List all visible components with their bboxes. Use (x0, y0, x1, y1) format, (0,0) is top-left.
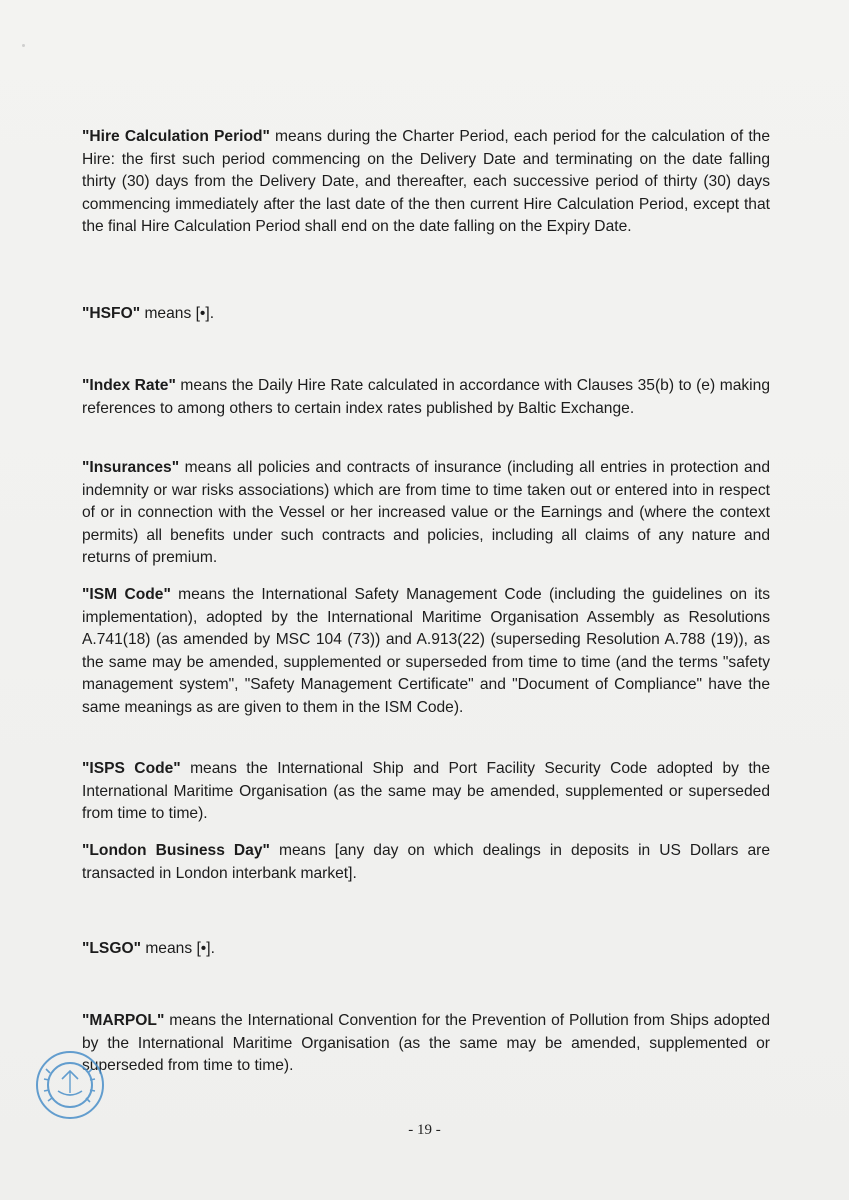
definition-text: means [any day on which dealings in deposits in US Dollars are transacted in London interbank market]. (82, 842, 771, 882)
definition-hire-calculation-period (82, 126, 770, 239)
definition-text: means the International Convention for the Prevention of Pollution from Ships adopted by the International Maritime Organisation (as the same may be amended, supplemented or superseded from time to time). (82, 1012, 770, 1075)
definition-lsgo (82, 938, 770, 961)
definition-term: "LSGO" (82, 940, 141, 957)
definition-insurances (82, 457, 770, 570)
definition-text: means the Daily Hire Rate calculated in accordance with Clauses 35(b) to (e) making references to among others to certain index rates published by Baltic Exchange. (82, 377, 770, 417)
definition-text: means [•]. (140, 305, 215, 322)
definition-term: "Index Rate" (82, 377, 176, 394)
page-number: - 19 - (408, 1122, 441, 1138)
definition-text: means during the Charter Period, each period for the calculation of the Hire: the first such period commencing on the Delivery Date and terminating on the date falling thirty (30) days from the Delivery Date, and thereafter, each successive period of thirty (30) days commencing immediately after the last date of the then current Hire Calculation Period, except that the final Hire Calculation Period shall end on the date falling on the Expiry Date. (82, 128, 771, 236)
definition-term: "Insurances" (82, 459, 180, 476)
definition-text: means all policies and contracts of insurance (including all entries in protection and indemnity or war risks associations) which are from time to time taken out or entered into in respect of or in connection with the Vessel or her increased value or the Earnings and (where the context permits) all benefits under such contracts and policies, including all claims of any nature and returns of premium. (82, 459, 770, 567)
definition-index-rate (82, 375, 770, 420)
definition-text: means [•]. (140, 940, 215, 957)
company-seal-stamp (34, 1049, 106, 1121)
definition-text: means the International Ship and Port Facility Security Code adopted by the International Maritime Organisation (as the same may be amended, supplemented or superseded from time to time). (82, 760, 770, 823)
definition-hsfo (82, 303, 770, 326)
definition-term: "ISPS Code" (82, 760, 181, 777)
definition-term: "London Business Day" (82, 842, 270, 859)
definition-term: "HSFO" (82, 305, 141, 322)
definition-london-business-day (82, 840, 770, 885)
definition-term: "ISM Code" (82, 586, 171, 603)
definition-isps-code (82, 758, 770, 826)
scan-speck (22, 44, 25, 47)
definition-marpol (82, 1010, 770, 1078)
definition-text: means the International Safety Management Code (including the guidelines on its implementation), adopted by the International Maritime Organisation Assembly as Resolutions A.741(18) (as amended by MSC 104 (73)) and A.913(22) (superseding Resolution A.788 (19)), as the same may be amended, supplemented or superseded from time to time (and the terms "safety management system", "Safety Management Certificate" and "Document of Compliance" have the same meanings as are given to them in the ISM Code). (82, 586, 771, 716)
definition-term: "Hire Calculation Period" (82, 128, 270, 145)
definition-ism-code (82, 584, 770, 720)
definition-term: "MARPOL" (82, 1012, 165, 1029)
